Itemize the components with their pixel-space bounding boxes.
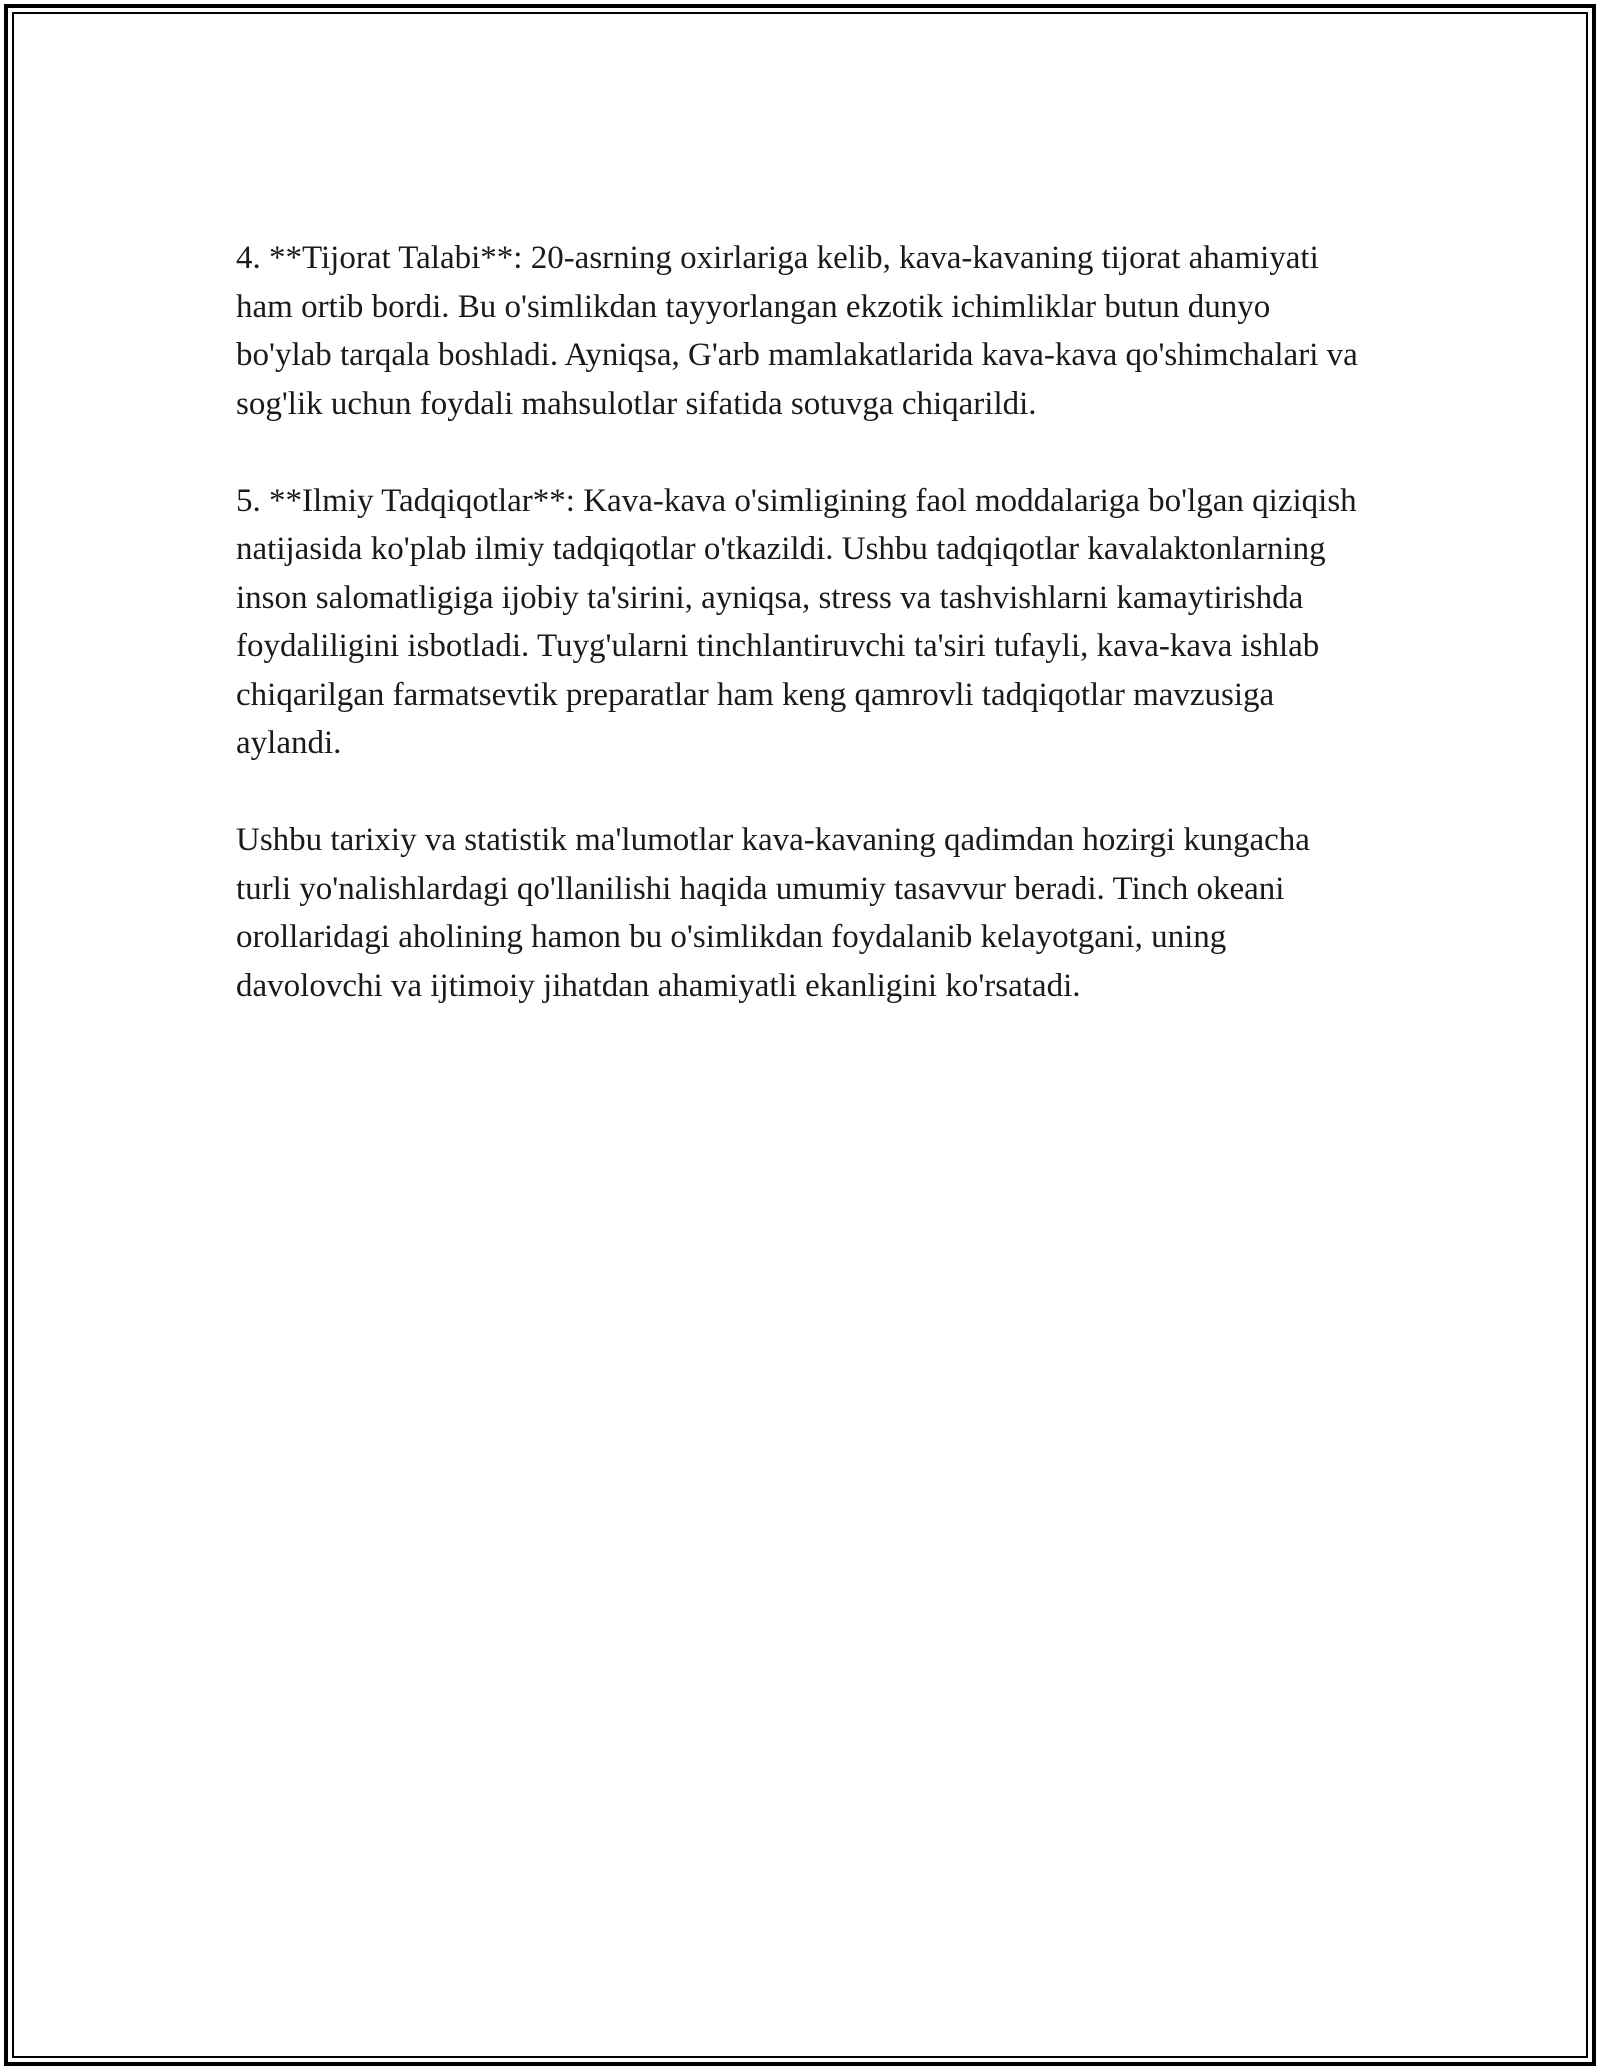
paragraph-scientific-research: 5. **Ilmiy Tadqiqotlar**: Kava-kava o'simligining faol moddalariga bo'lgan qiziqish natijasida ko'plab ilmiy tadqiqotlar o'tkazildi. Ushbu tadqiqotlar kavalaktonlarning inson salomatligiga ijobiy ta'sirini, ayniqsa, stress va tashvishlarni kamaytirishda foydaliligini isbotladi. Tuyg'ularni tinchlantiruvchi ta'siri tufayli, kava-kava ishlab chiqarilgan farmatsevtik preparatlar ham keng qamrovli tadqiqotlar mavzusiga aylandi. <box>236 482 1357 761</box>
paragraph-conclusion: Ushbu tarixiy va statistik ma'lumotlar kava-kavaning qadimdan hozirgi kungacha turli yo'nalishlardagi qo'llanilishi haqida umumiy tasavvur beradi. Tinch okeani orollaridagi aholining hamon bu o'simlikdan foydalanib kelayotgani, uning davolovchi va ijtimoiy jihatdan ahamiyatli ekanligini ko'rsatadi. <box>236 822 1310 1004</box>
document-body <box>236 234 1364 1010</box>
paragraph-commercial-demand: 4. **Tijorat Talabi**: 20-asrning oxirlariga kelib, kava-kavaning tijorat ahamiyati ham ortib bordi. Bu o'simlikdan tayyorlangan ekzotik ichimliklar butun dunyo bo'ylab tarqala boshladi. Ayniqsa, G'arb mamlakatlarida kava-kava qo'shimchalari va sog'lik uchun foydali mahsulotlar sifatida sotuvga chiqarildi. <box>236 240 1358 422</box>
